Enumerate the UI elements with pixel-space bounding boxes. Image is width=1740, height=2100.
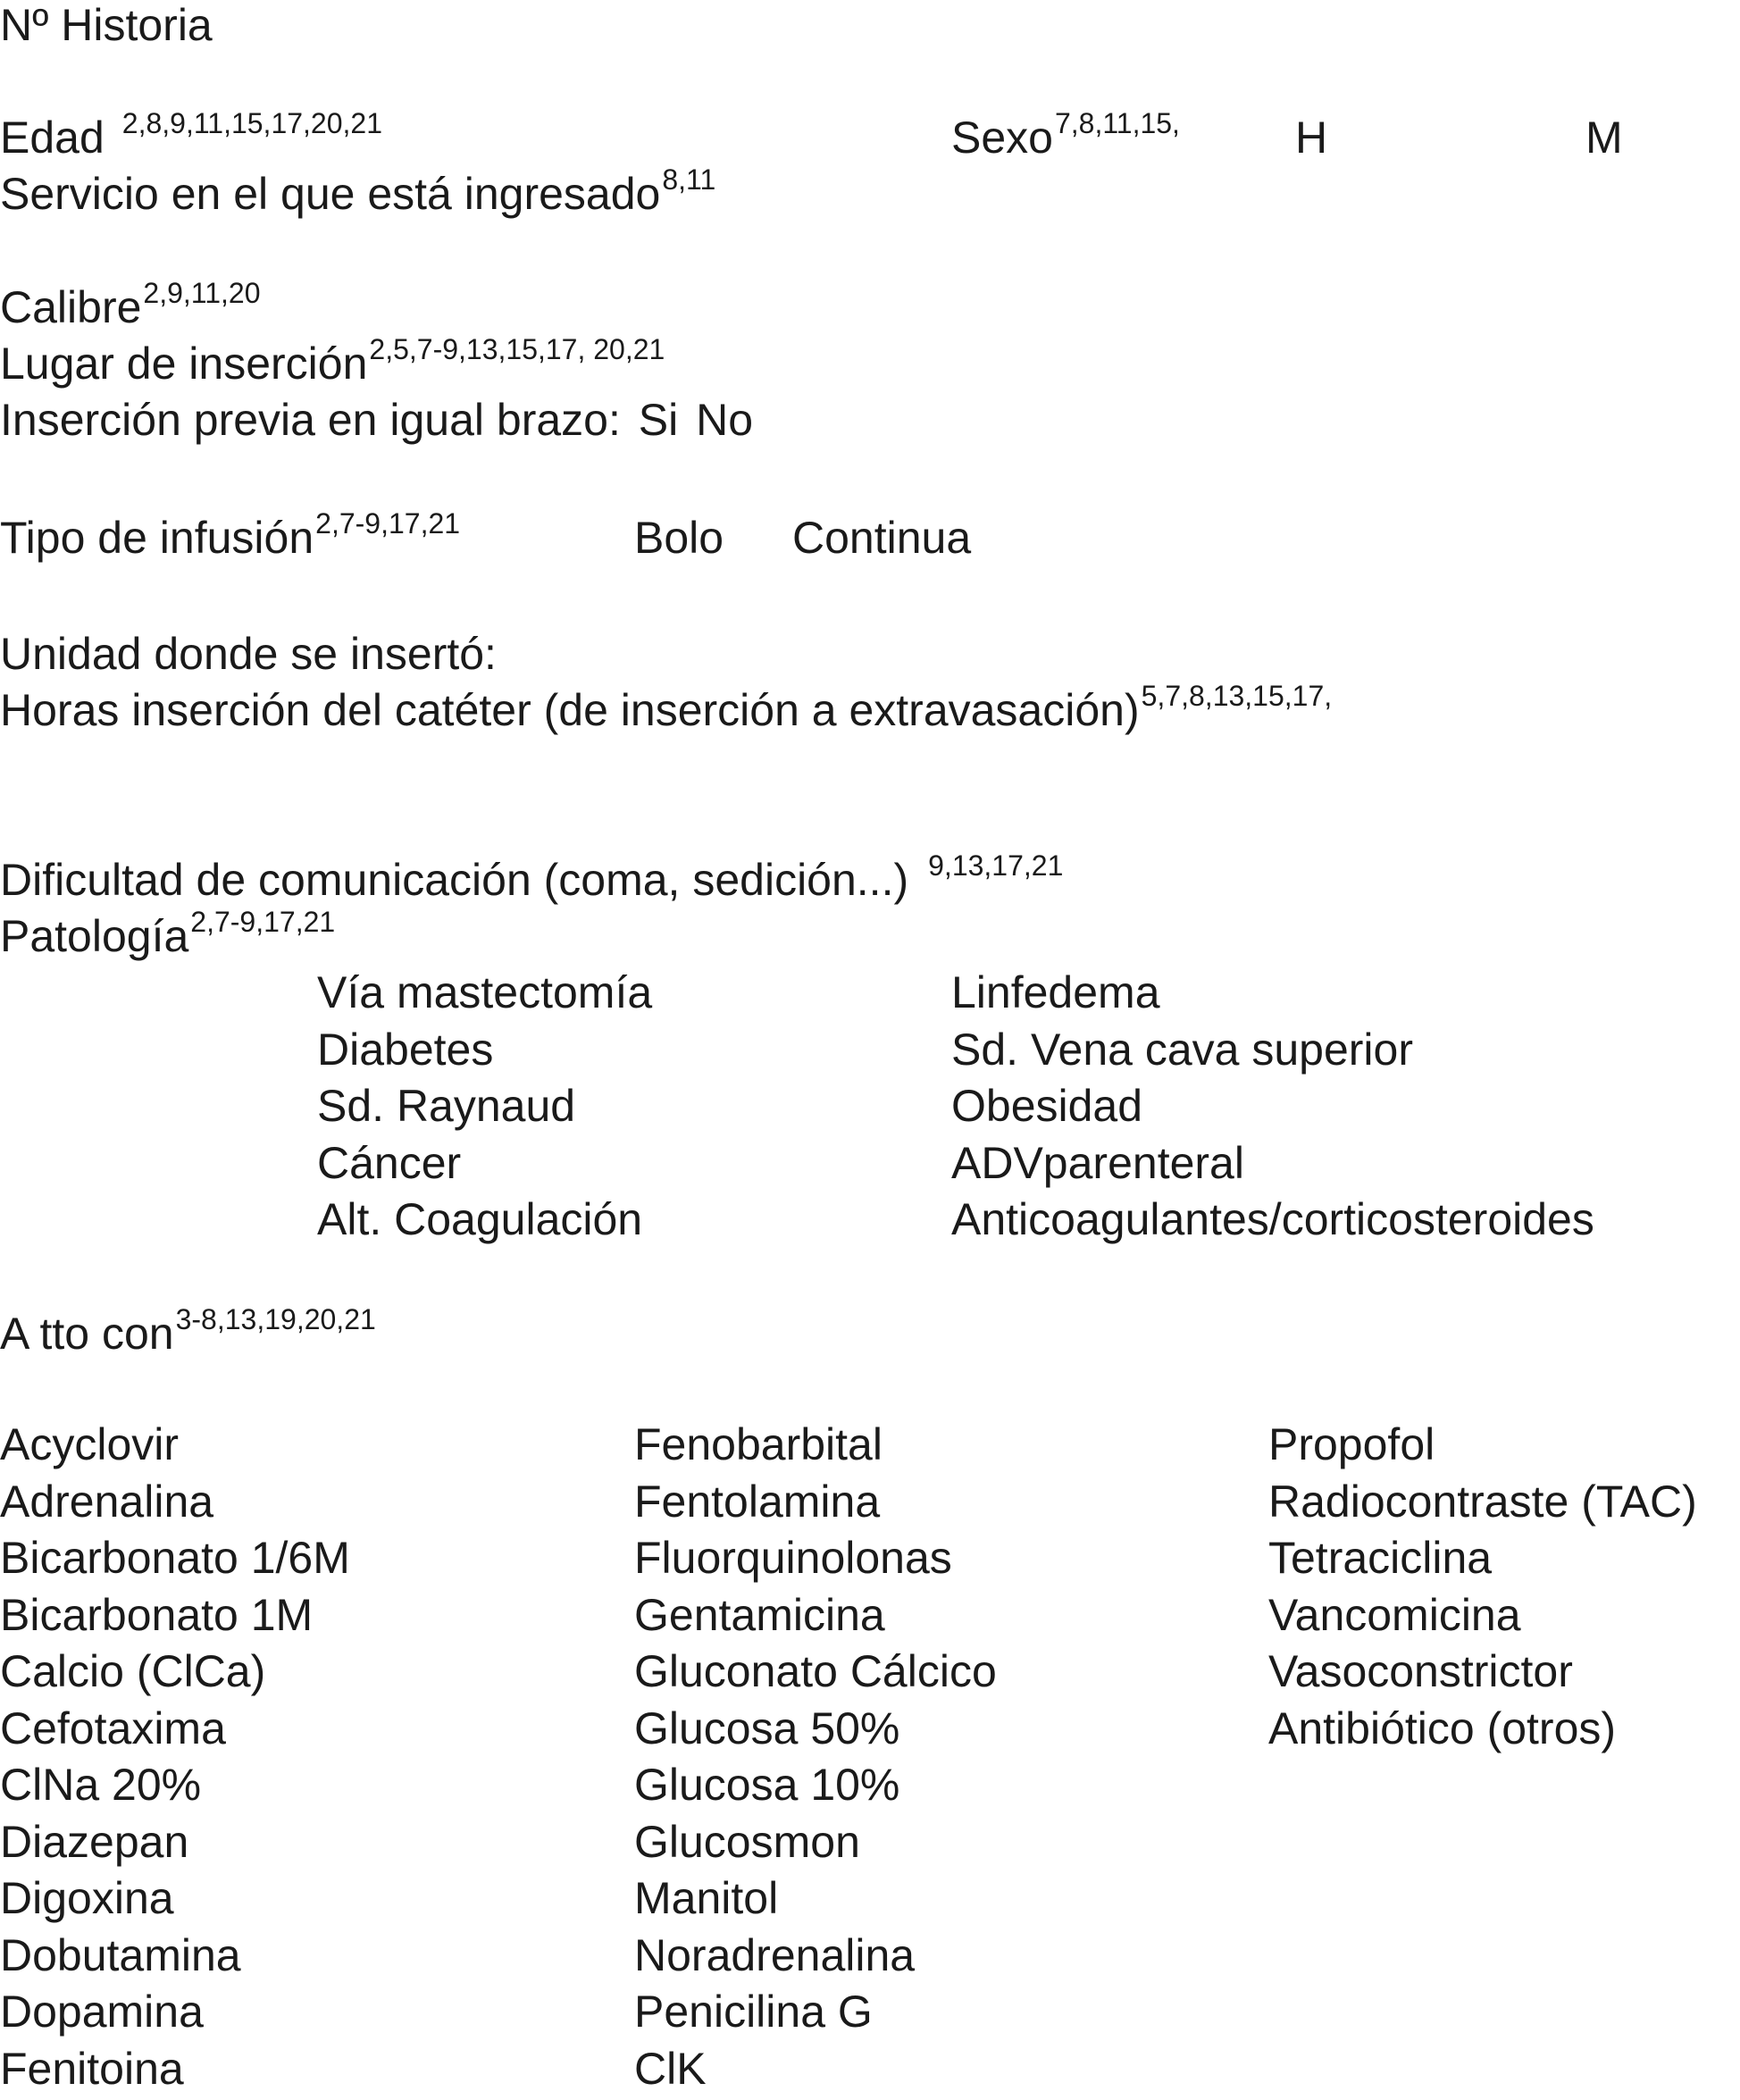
patologia-column-1 [317, 967, 652, 1251]
patologia-option[interactable]: Cáncer [317, 1138, 652, 1195]
dificultad-comunicacion-label: Dificultad de comunicación (coma, sedición...) $^{9,13,17,21}$ [0, 855, 1063, 910]
tratamiento-column-2 [634, 1419, 997, 2100]
tratamiento-option[interactable]: Bicarbonato 1/6M [0, 1533, 350, 1590]
servicio-ref: 8,11 [662, 163, 715, 196]
tratamiento-option[interactable]: Fentolamina [634, 1477, 997, 1534]
lugar-insercion-ref: 2,5,7-9,13,15,17, 20,21 [369, 333, 665, 365]
tratamiento-option[interactable]: Dopamina [0, 1987, 350, 2044]
tratamiento-option[interactable]: Vancomicina [1268, 1590, 1697, 1647]
calibre-label: Calibre$^{2,9,11,20}$ [0, 282, 260, 338]
edad-ref: 2,8,9,11,15,17,20,21 [122, 107, 382, 139]
unidad-label: Unidad donde se insertó: [0, 629, 497, 679]
dificultad-comunicacion-ref: 9,13,17,21 [928, 849, 1063, 882]
tratamiento-option[interactable]: Gentamicina [634, 1590, 997, 1647]
lugar-insercion-label: Lugar de inserción$^{2,5,7-9,13,15,17, 20,21}$ [0, 339, 665, 394]
horas-insercion-ref: 5,7,8,13,15,17, [1142, 680, 1333, 712]
historia-label: Nº Historia [0, 0, 213, 50]
tratamiento-option[interactable]: Gluconato Cálcico [634, 1646, 997, 1703]
edad-label: Edad $^{2,8,9,11,15,17,20,21}$ [0, 113, 382, 168]
tratamiento-option[interactable]: Fenitoina [0, 2044, 350, 2100]
tratamiento-option[interactable]: Penicilina G [634, 1987, 997, 2044]
patologia-option[interactable]: Obesidad [951, 1081, 1594, 1138]
tratamiento-option[interactable]: Noradrenalina [634, 1930, 997, 1987]
tipo-infusion-ref: 2,7-9,17,21 [315, 507, 460, 540]
tipo-infusion-option-bolo[interactable]: Bolo [634, 513, 724, 563]
tratamiento-option[interactable]: Diazepan [0, 1817, 350, 1874]
tratamiento-label: A tto con$^{3-8,13,19,20,21}$ [0, 1309, 376, 1364]
calibre-ref: 2,9,11,20 [143, 277, 260, 309]
tratamiento-option[interactable]: Acyclovir [0, 1419, 350, 1477]
tratamiento-option[interactable]: ClNa 20% [0, 1760, 350, 1817]
tratamiento-option[interactable]: ClK [634, 2044, 997, 2100]
tratamiento-option[interactable]: Dobutamina [0, 1930, 350, 1987]
sexo-option-m[interactable]: M [1585, 113, 1623, 163]
tratamiento-option[interactable]: Fenobarbital [634, 1419, 997, 1477]
tratamiento-option[interactable]: Radiocontraste (TAC) [1268, 1477, 1697, 1534]
tratamiento-option[interactable]: Antibiótico (otros) [1268, 1703, 1697, 1761]
tratamiento-column-1 [0, 1419, 350, 2100]
patologia-column-2 [951, 967, 1594, 1251]
tratamiento-option[interactable]: Vasoconstrictor [1268, 1646, 1697, 1703]
sexo-ref: 7,8,11,15, [1055, 107, 1180, 139]
tratamiento-option[interactable]: Glucosmon [634, 1817, 997, 1874]
tratamiento-option[interactable]: Manitol [634, 1873, 997, 1930]
tratamiento-option[interactable]: Glucosa 10% [634, 1760, 997, 1817]
patologia-option[interactable]: Vía mastectomía [317, 967, 652, 1025]
insercion-previa-option-no[interactable]: No [696, 395, 753, 445]
tratamiento-ref: 3-8,13,19,20,21 [176, 1303, 376, 1335]
sexo-label: Sexo$^{7,8,11,15,}$ [951, 113, 1180, 168]
patologia-option[interactable]: Sd. Vena cava superior [951, 1025, 1594, 1082]
tratamiento-option[interactable]: Cefotaxima [0, 1703, 350, 1761]
tratamiento-option[interactable]: Tetraciclina [1268, 1533, 1697, 1590]
tratamiento-option[interactable]: Glucosa 50% [634, 1703, 997, 1761]
tratamiento-option[interactable]: Bicarbonato 1M [0, 1590, 350, 1647]
tratamiento-column-3 [1268, 1419, 1697, 1760]
tratamiento-option[interactable]: Calcio (ClCa) [0, 1646, 350, 1703]
horas-insercion-label: Horas inserción del catéter (de inserción a extravasación)$^{5,7,8,13,15,17,}$ [0, 685, 1332, 740]
tratamiento-option[interactable]: Digoxina [0, 1873, 350, 1930]
tipo-infusion-option-continua[interactable]: Continua [792, 513, 971, 563]
patologia-option[interactable]: Anticoagulantes/corticosteroides [951, 1194, 1594, 1251]
patologia-ref: 2,7-9,17,21 [190, 906, 335, 938]
patologia-option[interactable]: ADVparenteral [951, 1138, 1594, 1195]
patologia-option[interactable]: Sd. Raynaud [317, 1081, 652, 1138]
patologia-option[interactable]: Linfedema [951, 967, 1594, 1025]
patologia-option[interactable]: Alt. Coagulación [317, 1194, 652, 1251]
servicio-label: Servicio en el que está ingresado$^{8,11}$ [0, 169, 715, 224]
patologia-label: Patología$^{2,7-9,17,21}$ [0, 911, 335, 966]
insercion-previa-row [0, 395, 753, 445]
insercion-previa-label: Inserción previa en igual brazo: [0, 395, 621, 445]
sexo-option-h[interactable]: H [1295, 113, 1327, 163]
patologia-option[interactable]: Diabetes [317, 1025, 652, 1082]
tratamiento-option[interactable]: Propofol [1268, 1419, 1697, 1477]
tratamiento-option[interactable]: Adrenalina [0, 1477, 350, 1534]
tratamiento-option[interactable]: Fluorquinolonas [634, 1533, 997, 1590]
insercion-previa-option-si[interactable]: Si [639, 395, 678, 445]
tipo-infusion-label: Tipo de infusión$^{2,7-9,17,21}$ [0, 513, 460, 568]
